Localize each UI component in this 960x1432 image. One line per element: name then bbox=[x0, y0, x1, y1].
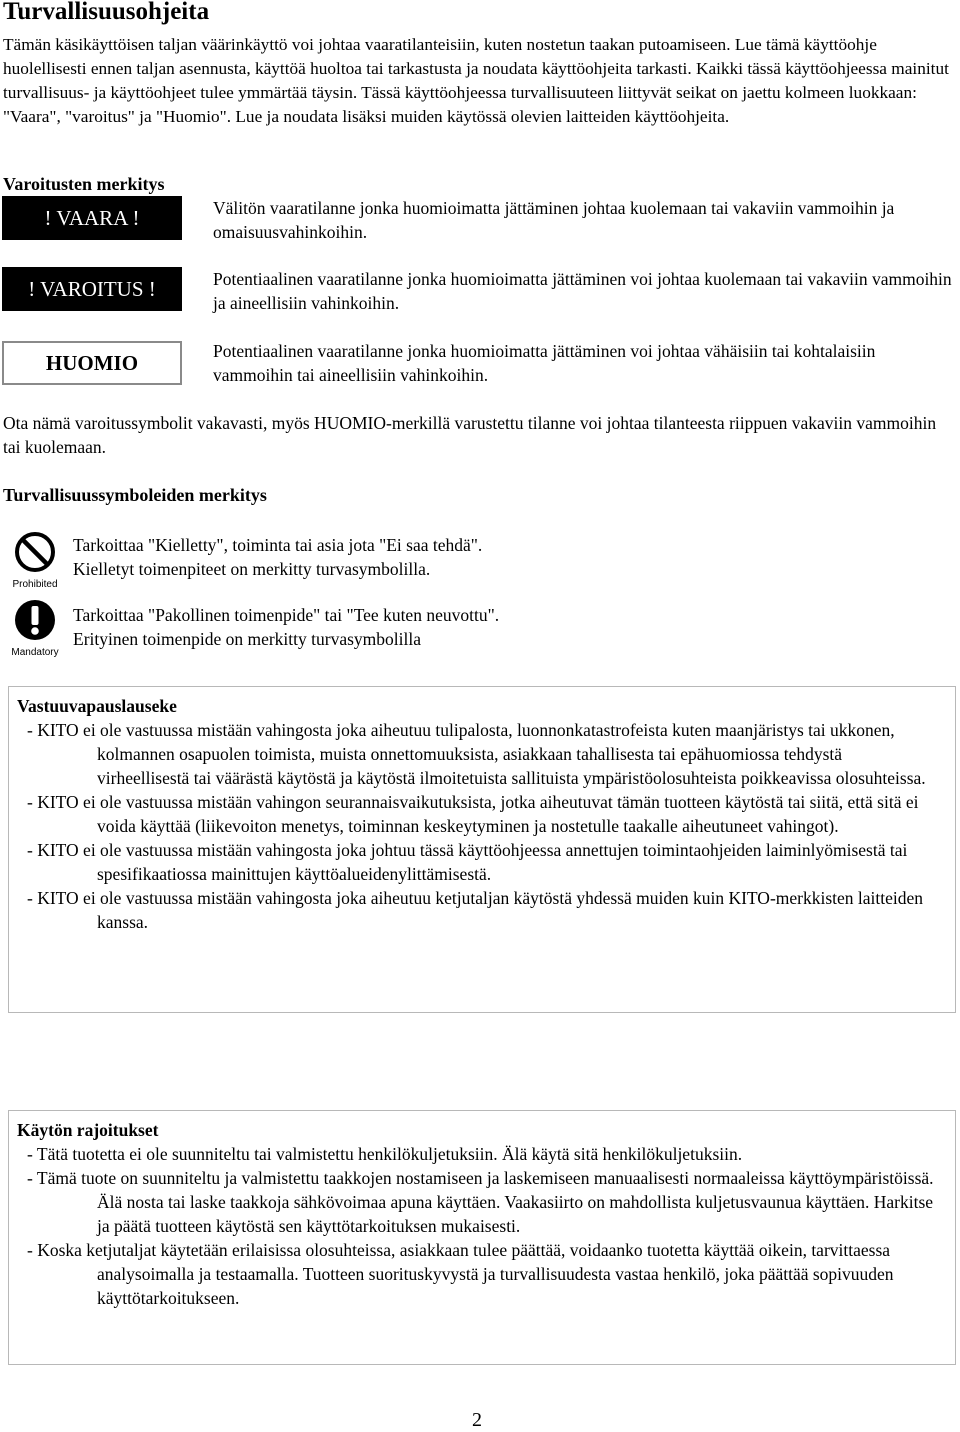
disclaimer-title: Vastuuvapauslauseke bbox=[17, 696, 177, 716]
page-title: Turvallisuusohjeita bbox=[3, 0, 210, 25]
warning-description: Potentiaalinen vaaratilanne jonka huomioimatta jättäminen voi johtaa kuolemaan tai vakaviin vammoihin ja aineellisiin vahinkoihin. bbox=[213, 269, 952, 313]
caution-signal-label: HUOMIO bbox=[2, 341, 182, 385]
restrictions-item: - Tämä tuote on suunniteltu ja valmistettu taakkojen nostamiseen ja laskemiseen manuaalisesti normaaleissa käyttöympäristöissä. Älä nosta tai laske taakkoja sähkövoimaa apuna käyttäen. Vaakasiirto on mahdollista kuljetusvaunua käyttäen. Harkitse ja päätä tuotteen käytöstä sen käyttötarkoituksen mukaisesti. bbox=[27, 1168, 934, 1236]
restrictions-box bbox=[8, 1110, 956, 1365]
warnings-heading: Varoitusten merkitys bbox=[3, 174, 165, 194]
disclaimer-item: - KITO ei ole vastuussa mistään vahingosta joka johtuu tässä käyttöohjeessa annettujen toimintaohjeiden laiminlyömisestä tai spesifikaatiossa mainittujen käyttöalueidenylittämisestä. bbox=[27, 840, 908, 884]
prohibited-icon bbox=[6, 530, 64, 592]
warnings-note: Ota nämä varoitussymbolit vakavasti, myös HUOMIO-merkillä varustettu tilanne voi johtaa tilanteesta riippuen vakaviin vammoihin tai kuolemaan. bbox=[3, 413, 937, 457]
disclaimer-item: - KITO ei ole vastuussa mistään vahingosta joka aiheutuu ketjutaljan käytöstä yhdessä muiden kuin KITO-merkkisten laitteiden kanssa. bbox=[27, 888, 924, 932]
warning-signal-label: ! VAROITUS ! bbox=[2, 267, 182, 311]
danger-signal-label: ! VAARA ! bbox=[2, 196, 182, 240]
mandatory-description: Tarkoittaa "Pakollinen toimenpide" tai "Tee kuten neuvottu". Erityinen toimenpide on merkitty turvasymbolilla bbox=[73, 605, 500, 649]
mandatory-icon-caption: Mandatory bbox=[11, 647, 59, 658]
prohibited-description: Tarkoittaa "Kielletty", toiminta tai asia jota "Ei saa tehdä". Kielletyt toimenpiteet on merkitty turvasymbolilla. bbox=[73, 535, 483, 579]
intro-paragraph: Tämän käsikäyttöisen taljan väärinkäyttö voi johtaa vaaratilanteisiin, kuten nostetun taakan putoamiseen. Lue tämä käyttöohje huolellisesti ennen taljan asennusta, käyttöä huoltoa tai tarkastusta ja noudata käyttöohjeita tarkasti. Kaikki tässä käyttöohjeessa mainitut turvallisuus- ja käyttöohjeet tulee ymmärtää täysin. Tässä käyttöohjeessa turvallisuuteen liittyvät seikat on jaettu kolmeen luokkaan: "Vaara", "varoitus" ja "Huomio". Lue ja noudata lisäksi muiden käytössä olevien laitteiden käyttöohjeita. bbox=[3, 35, 949, 126]
prohibited-icon-caption: Prohibited bbox=[12, 579, 58, 590]
symbols-heading: Turvallisuussymboleiden merkitys bbox=[3, 485, 267, 505]
disclaimer-item: - KITO ei ole vastuussa mistään vahingon seurannaisvaikutuksista, jotka aiheutuvat tämän tuotteen käytöstä tai siitä, että sitä ei voida käyttää (liikevoiton menetys, toiminnan keskeytyminen ja nostetulle taakalle aiheutuneet vahingot). bbox=[27, 792, 919, 836]
restrictions-item: - Tätä tuotetta ei ole suunniteltu tai valmistettu henkilökuljetuksiin. Älä käytä sitä henkilökuljetuksiin. bbox=[27, 1144, 743, 1164]
restrictions-title: Käytön rajoitukset bbox=[17, 1120, 159, 1140]
disclaimer-item: - KITO ei ole vastuussa mistään vahingosta joka aiheutuu tulipalosta, luonnonkatastrofeista kuten maanjäristys tai ukkonen, kolmannen osapuolen toimista, muista onnettomuuksista, asiakkaan tahallisesta tai epähuomiossa tehdystä virheellisestä tai väärästä käytöstä ja käytöstä ilmoitetuista sallituista ympäristöolosuhteista poikkeavissa olosuhteissa. bbox=[27, 720, 926, 788]
page-number: 2 bbox=[472, 1409, 482, 1431]
caution-description: Potentiaalinen vaaratilanne jonka huomioimatta jättäminen voi johtaa vähäisiin tai kohtalaisiin vammoihin tai aineellisiin vahinkoihin. bbox=[213, 341, 876, 385]
mandatory-icon bbox=[6, 598, 64, 660]
disclaimer-box bbox=[8, 686, 956, 1013]
danger-description: Välitön vaaratilanne jonka huomioimatta jättäminen johtaa kuolemaan tai vakaviin vammoihin ja omaisuusvahinkoihin. bbox=[213, 198, 895, 242]
restrictions-item: - Koska ketjutaljat käytetään erilaisissa olosuhteissa, asiakkaan tulee päättää, voidaanko tuotetta käyttää oikein, tarvittaessa analysoimalla ja testaamalla. Tuotteen suorituskyvystä ja turvallisuudesta vastaa henkilö, joka päättää sopivuuden käyttötarkoitukseen. bbox=[27, 1240, 894, 1308]
